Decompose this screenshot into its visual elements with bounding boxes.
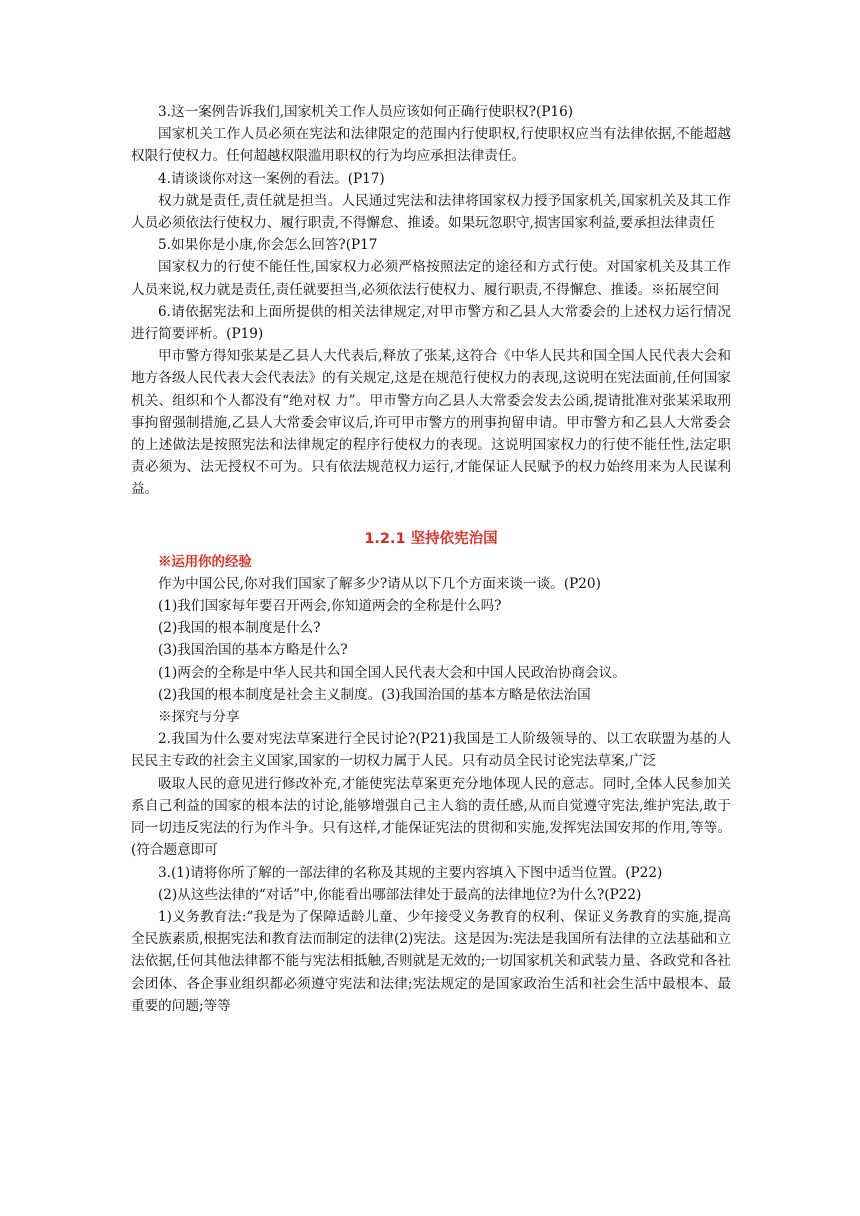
question-3: 3.这一案例告诉我们,国家机关工作人员应该如何正确行使职权?(P16) — [158, 104, 574, 120]
question-1c: (3)我国治国的基本方略是什么? — [158, 642, 348, 659]
question-3b: (2)从这些法律的“对话”中,你能看出哪部法律处于最高的法律地位?为什么?(P22) — [158, 886, 642, 903]
question-4: 4.请谈谈你对这一案例的看法。(P17) — [158, 170, 385, 187]
question-1: 作为中国公民,你对我们国家了解多少?请从以下几个方面来谈一谈。(P20) — [158, 575, 601, 592]
question-6: 6.请依据宪法和上面所提供的相关法律规定,对甲市警方和乙县人大常委会的上述权力运行情况进行简要评析。(P19) — [131, 303, 731, 343]
question-3a: 3.(1)请将你所了解的一部法律的名称及其规的主要内容填入下图中适当位置。(P22) — [158, 864, 663, 881]
answer-3: 国家机关工作人员必须在宪法和法律限定的范围内行使职权,行使职权应当有法律依据,不能超越权限行使权力。任何超越权限滥用职权的行为均应承担法律责任。 — [131, 126, 731, 165]
answer-1bc: (2)我国的根本制度是社会主义制度。(3)我国治国的基本方略是依法治国 — [158, 686, 591, 703]
explore-heading: ※探究与分享 — [158, 709, 240, 726]
section-spacer — [131, 501, 731, 527]
answer-5: 国家权力的行使不能任性,国家权力必须严格按照法定的途径和方式行使。对国家机关及其工作人员来说,权力就是责任,责任就要担当,必须依法行使权力、履行职责,不得懈怠、推诿。※拓展空间 — [131, 259, 731, 298]
answer-4: 权力就是责任,责任就是担当。人民通过宪法和法律将国家权力授予国家机关,国家机关及其工作人员必须依法行使权力、履行职责,不得懈怠、推诿。如果玩忽职守,损害国家利益,要承担法律责任 — [131, 192, 731, 232]
answer-2: 吸取人民的意见进行修改补充,才能使宪法草案更充分地体现人民的意志。同时,全体人民参加关系自己利益的国家的根本法的讨论,能够增强自己主人翁的责任感,从而自觉遵守宪法,维护宪法,敢于同一切违反宪法的行为作斗争。只有这样,才能保证宪法的贯彻和实施,发挥宪法国安邦的作用,等等。(符合题意即可 — [131, 775, 731, 859]
document-body — [131, 101, 731, 1017]
question-5: 5.如果你是小康,你会怎么回答?(P17 — [158, 237, 378, 254]
subsection-heading: ※运用你的经验 — [158, 553, 252, 570]
question-1a: (1)我们国家每年要召开两会,你知道两会的全称是什么吗? — [158, 598, 502, 615]
question-2: 2.我国为什么要对宪法草案进行全民讨论?(P21)我国是工人阶级领导的、以工农联盟为基的人民民主专政的社会主义国家,国家的一切权力属于人民。只有动员全民讨论宪法草案,广泛 — [131, 731, 731, 770]
answer-1a: (1)两会的全称是中华人民共和国全国人民代表大会和中国人民政治协商会议。 — [158, 664, 626, 681]
answer-3-law: 1)义务教育法:“我是为了保障适龄儿童、少年接受义务教育的权利、保证义务教育的实施,提高全民族素质,根据宪法和教育法而制定的法律(2)宪法。这是因为:宪法是我国所有法律的立法基础和立法依据,任何其他法律都不能与宪法相抵触,否则就是无效的;一切国家机关和武装力量、各政党和各社会团体、各企事业组织都必须遵守宪法和法律;宪法规定的是国家政治生活和社会生活中最根本、最重要的问题;等等 — [131, 908, 731, 1014]
section-title: 1.2.1 坚持依宪治国 — [364, 530, 498, 547]
answer-6: 甲市警方得知张某是乙县人大代表后,释放了张某,这符合《中华人民共和国全国人民代表大会和地方各级人民代表大会代表法》的有关规定,这是在规范行使权力的表现,这说明在宪法面前,任何国家机关、组织和个人都没有“绝对权 力”。甲市警方向乙县人大常委会发去公函,提请批准对张某采取刑事拘留强制措施,乙县人大常委会审议后,许可甲市警方的刑事拘留申请。甲市警方和乙县人大常委会的上述做法是按照宪法和法律规定的程序行使权力的表现。这说明国家权力的行使不能任性,法定职责必须为、法无授权不可为。只有依法规范权力运行,才能保证人民赋予的权力始终用来为人民谋利益。 — [131, 348, 731, 498]
question-1b: (2)我国的根本制度是什么? — [158, 620, 321, 637]
